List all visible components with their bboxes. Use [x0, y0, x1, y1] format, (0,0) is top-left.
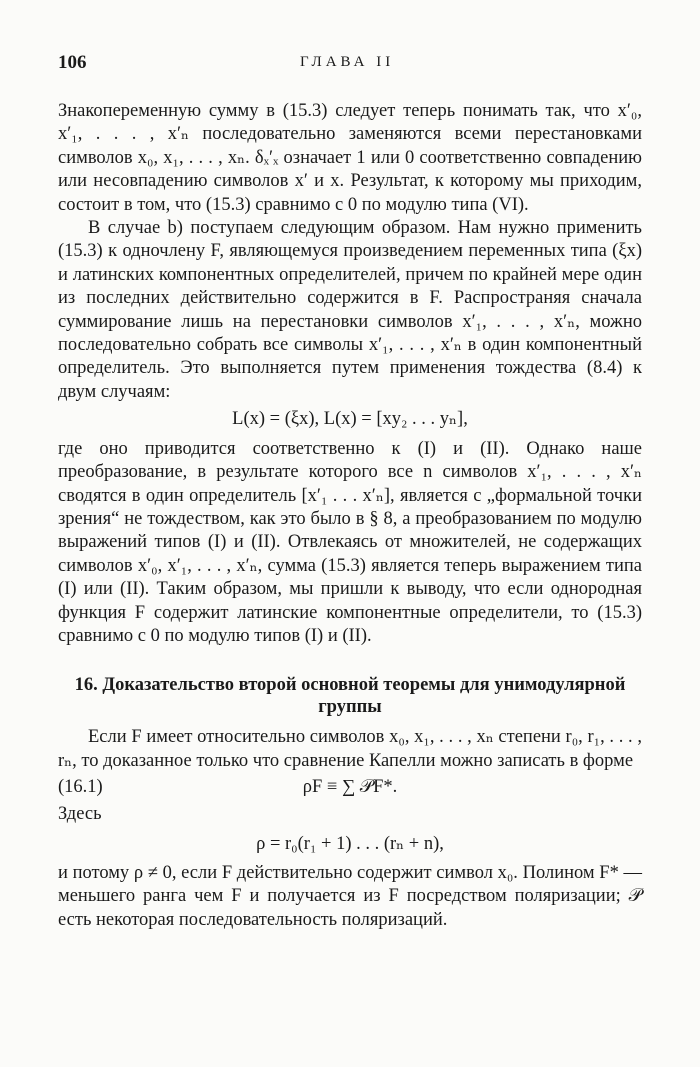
page-number: 106: [58, 52, 87, 73]
equation-16-1: [58, 773, 642, 803]
equation-body: ρF ≡ ∑ 𝒫F*.: [302, 777, 398, 798]
paragraph: и потому ρ ≠ 0, если F действительно содержит символ x₀. Полином F* — меньшего ранга чем F и получается из F посредством поляризации; 𝒫 есть некоторая последовательность поляризаций.: [58, 862, 642, 930]
page-body: [58, 100, 642, 932]
section-heading: 16. Доказательство второй основной теоремы для унимодулярной группы: [74, 675, 626, 718]
equation-number: (16.1): [58, 777, 103, 798]
paragraph: Здесь: [58, 804, 102, 825]
paragraph: В случае b) поступаем следующим образом. Нам нужно применить (15.3) к одночлену F, являющемуся произведением переменных типа (ξx) и латинских компонентных определителей, причем по крайней мере один из последних действительно содержится в F. Распространяя сначала суммирование лишь на перестановки символов x′₁, . . . , x′ₙ, можно последовательно собрать все символы x′₁, . . . , x′ₙ в один компонентный определитель. Это выполняется путем применения тождества (8.4) к двум случаям:: [58, 218, 642, 402]
formula-rho: ρ = r₀(r₁ + 1) . . . (rₙ + n),: [256, 833, 444, 854]
paragraph: Если F имеет относительно символов x₀, x₁, . . . , xₙ степени r₀, r₁, . . . , rₙ, то доказанное только что сравнение Капелли можно записать в форме: [58, 727, 642, 771]
chapter-title: ГЛАВА II: [300, 54, 395, 70]
formula-L: L(x) = (ξx), L(x) = [xy₂ . . . yₙ],: [232, 409, 468, 430]
paragraph: где оно приводится соответственно к (I) и (II). Однако наше преобразование, в результате которого все n символов x′₁, . . . , x′ₙ сводятся в один определитель [x′₁ . . . x′ₙ], является с „формальной точки зрения“ не тождеством, как это было в § 8, а преобразованием по модулю выражений типов (I) и (II). Отвлекаясь от множителей, не содержащих символов x′₀, x′₁, . . . , x′ₙ, сумма (15.3) является теперь выражением типа (I) или (II). Таким образом, мы пришли к выводу, что если однородная функция F содержит латинские компонентные определители, то (15.3) сравнимо с 0 по модулю типов (I) и (II).: [58, 438, 642, 646]
paragraph: Знакопеременную сумму в (15.3) следует теперь понимать так, что x′₀, x′₁, . . . , x′ₙ последовательно заменяются всеми перестановками символов x₀, x₁, . . . , xₙ. δₓ′ₓ означает 1 или 0 соответственно совпадению или несовпадению символов x′ и x. Результат, к которому мы приходим, состоит в том, что (15.3) сравнимо с 0 по модулю типа (VI).: [58, 101, 642, 215]
